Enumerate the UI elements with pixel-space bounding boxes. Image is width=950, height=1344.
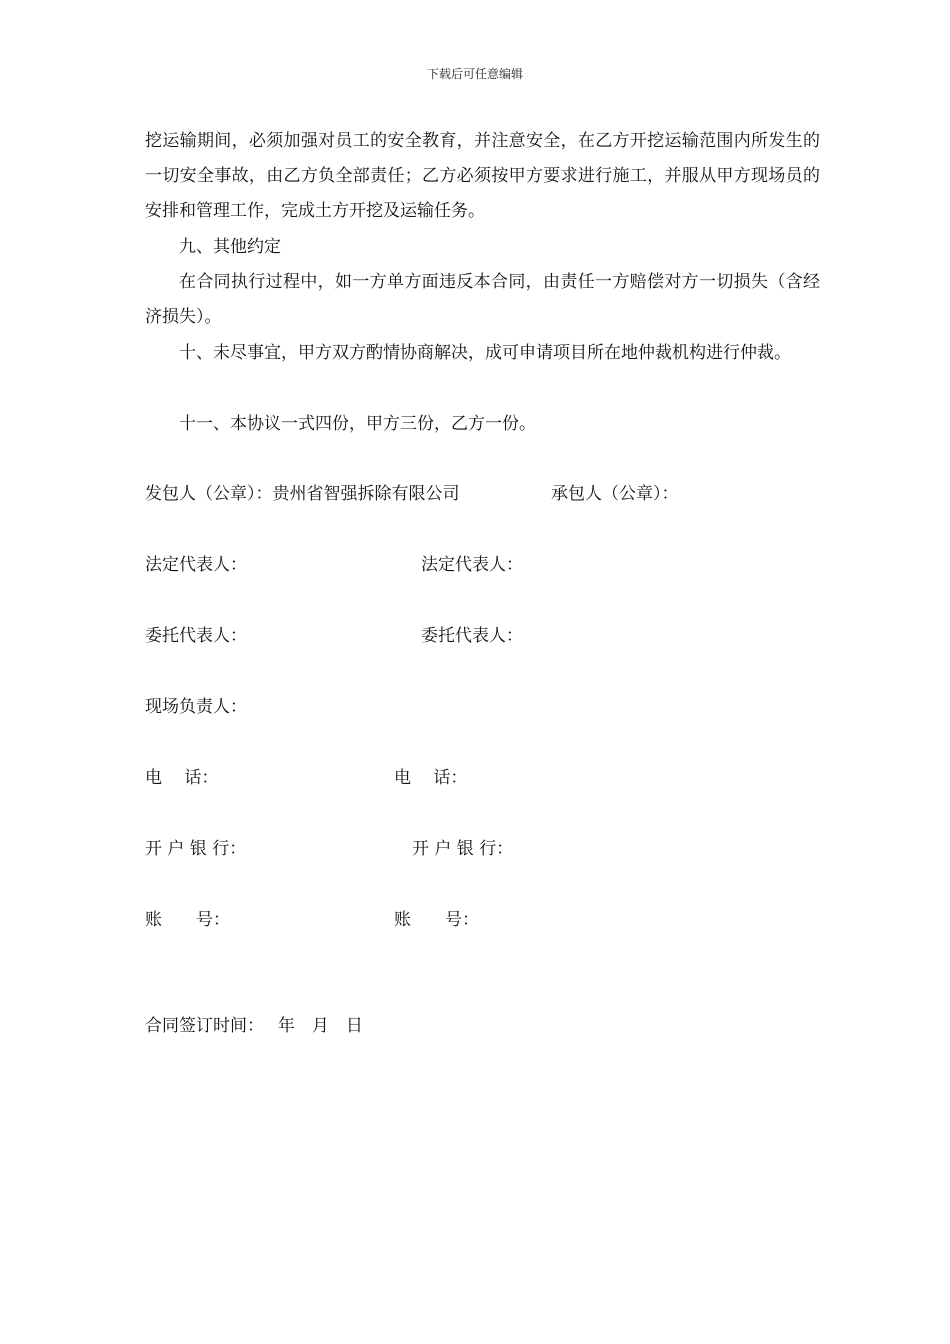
section-9-text: 在合同执行过程中，如一方单方面违反本合同，由责任一方赔偿对方一切损失（含经济损失）。 — [145, 272, 820, 327]
sign-date: 合同签订时间： 年 月 日 — [145, 1016, 363, 1036]
section-10-text: 十、未尽事宜，甲方双方酌情协商解决，成可申请项目所在地仲裁机构进行仲裁。 — [179, 343, 791, 363]
section-11-text: 十一、本协议一式四份，甲方三份，乙方一份。 — [179, 414, 536, 434]
legal-rep-a: 法定代表人： — [145, 555, 247, 575]
section-9-title: 九、其他约定 — [179, 237, 281, 257]
party-a-seal: 发包人（公章）：贵州省智强拆除有限公司 — [145, 484, 460, 504]
agent-a: 委托代表人： — [145, 626, 247, 646]
account-b: 账 号： — [394, 910, 479, 930]
bank-b: 开 户 银 行： — [412, 839, 514, 859]
paragraph-safety: 挖运输期间，必须加强对员工的安全教育，并注意安全，在乙方开挖运输范围内所发生的一切安全事故，由乙方负全部责任；乙方必须按甲方要求进行施工，并服从甲方现场员的安排和管理工作，完成土方开挖及运输任务。 — [145, 131, 820, 221]
legal-rep-b: 法定代表人： — [421, 555, 523, 575]
site-manager: 现场负责人： — [145, 697, 247, 717]
bank-a: 开 户 银 行： — [145, 839, 247, 859]
page-header: 下载后可任意编辑 — [426, 67, 523, 81]
agent-b: 委托代表人： — [421, 626, 523, 646]
party-b-seal: 承包人（公章）： — [551, 484, 679, 504]
phone-b: 电 话： — [394, 768, 468, 788]
account-a: 账 号： — [145, 910, 230, 930]
phone-a: 电 话： — [145, 768, 219, 788]
